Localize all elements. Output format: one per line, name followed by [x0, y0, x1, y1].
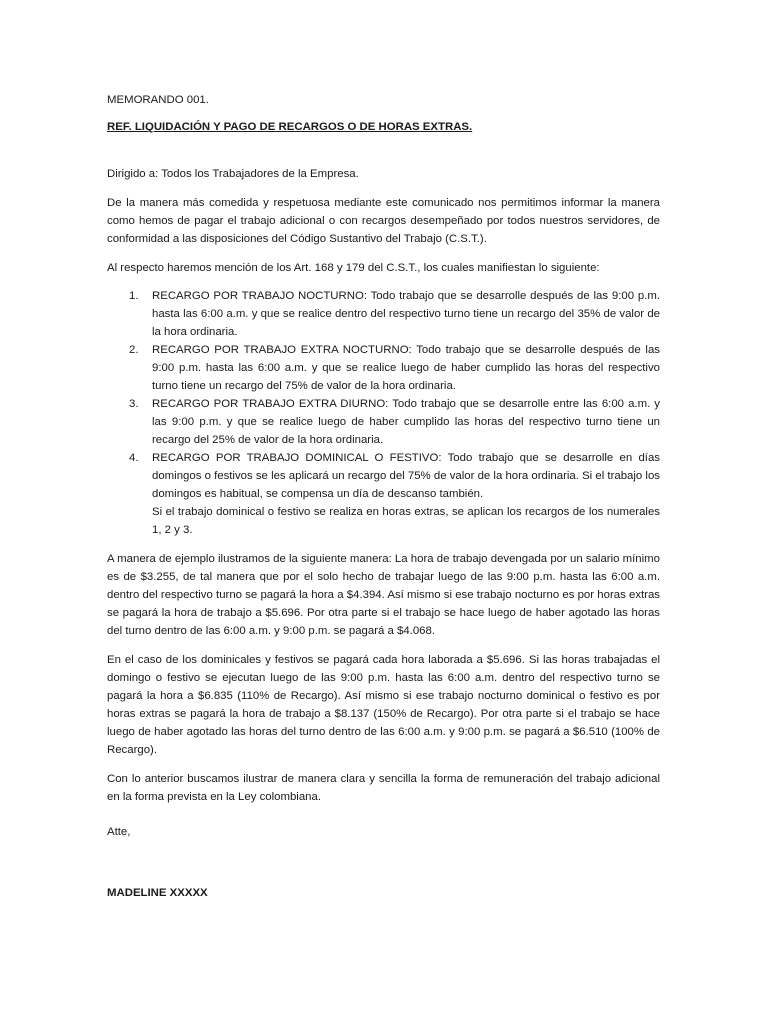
list-item-text: RECARGO POR TRABAJO EXTRA DIURNO: Todo trabajo que se desarrolle entre las 6:00 a.m. y las 9:00 p.m. y que se realice luego de haber cumplido las horas del respectivo turno tiene un recargo del 25% de valor de la hora ordinaria.: [152, 398, 660, 446]
closing-paragraph: Con lo anterior buscamos ilustrar de manera clara y sencilla la forma de remuneración del trabajo adicional en la forma prevista en la Ley colombiana.: [107, 773, 660, 803]
example-paragraph: A manera de ejemplo ilustramos de la siguiente manera: La hora de trabajo devengada por un salario mínimo es de $3.255, de tal manera que por el solo hecho de trabajar luego de las 9:00 p.m. hasta las 6:00 a.m. dentro del respectivo turno se pagará la hora a $4.394. Así mismo si ese trabajo nocturno es por horas extras se pagará la hora de trabajo a $5.696. Por otra parte si el trabajo se hace luego de haber agotado las horas del turno dentro de las 6:00 a.m. y 9:00 p.m. se pagará a $4.068.: [107, 553, 660, 637]
list-item-text: RECARGO POR TRABAJO NOCTURNO: Todo trabajo que se desarrolle después de las 9:00 p.m. hasta las 6:00 a.m. y que se realice dentro del respectivo turno tiene un recargo del 35% de valor de la hora ordinaria.: [152, 290, 660, 338]
signoff: Atte,: [107, 826, 131, 838]
list-item: [107, 341, 660, 395]
holidays-paragraph: En el caso de los dominicales y festivos se pagará cada hora laborada a $5.696. Si las horas trabajadas el domingo o festivo se ejecutan luego de las 9:00 p.m. hasta las 6:00 a.m. dentro del respectivo turno se pagará la hora a $6.835 (110% de Recargo). Así mismo si ese trabajo nocturno dominical o festivo es por horas extras se pagará la hora de trabajo a $8.137 (150% de Recargo). Por otra parte si el trabajo se hace luego de haber agotado las horas del turno dentro de las 6:00 a.m. y 9:00 p.m. se pagará a $6.510 (100% de Recargo).: [107, 654, 660, 756]
list-item-number: 3.: [129, 398, 139, 410]
memo-intro-paragraph: De la manera más comedida y respetuosa mediante este comunicado nos permitimos informar la manera como hemos de pagar el trabajo adicional o con recargos desempeñado por todos nuestros servidores, de conformidad a las disposiciones del Código Sustantivo del Trabajo (C.S.T.).: [107, 197, 660, 245]
signature-name: MADELINE XXXXX: [107, 887, 208, 899]
memo-number: MEMORANDO 001.: [107, 94, 209, 106]
surcharge-list: [107, 287, 660, 539]
list-item-number: 1.: [129, 290, 139, 302]
list-item-number: 2.: [129, 344, 139, 356]
list-item: [107, 287, 660, 341]
list-item: [107, 395, 660, 449]
memo-recipient: Dirigido a: Todos los Trabajadores de la Empresa.: [107, 168, 359, 180]
list-item: [107, 449, 660, 539]
list-item-text: RECARGO POR TRABAJO EXTRA NOCTURNO: Todo trabajo que se desarrolle después de las 9:00 p.m. hasta las 6:00 a.m. y que se realice luego de haber cumplido las horas del respectivo turno tiene un recargo del 75% de valor de la hora ordinaria.: [152, 344, 660, 392]
list-item-text: RECARGO POR TRABAJO DOMINICAL O FESTIVO: Todo trabajo que se desarrolle en días domingos o festivos se les aplicará un recargo del 75% de valor de la hora ordinaria. Si el trabajo los domingos es habitual, se compensa un día de descanso también.: [152, 452, 660, 500]
list-item-number: 4.: [129, 452, 139, 464]
memo-reference-heading: REF. LIQUIDACIÓN Y PAGO DE RECARGOS O DE HORAS EXTRAS.: [107, 121, 473, 133]
list-item-note: Si el trabajo dominical o festivo se realiza en horas extras, se aplican los recargos de los numerales 1, 2 y 3.: [152, 506, 660, 536]
articles-intro-paragraph: Al respecto haremos mención de los Art. 168 y 179 del C.S.T., los cuales manifiestan lo siguiente:: [107, 262, 600, 274]
